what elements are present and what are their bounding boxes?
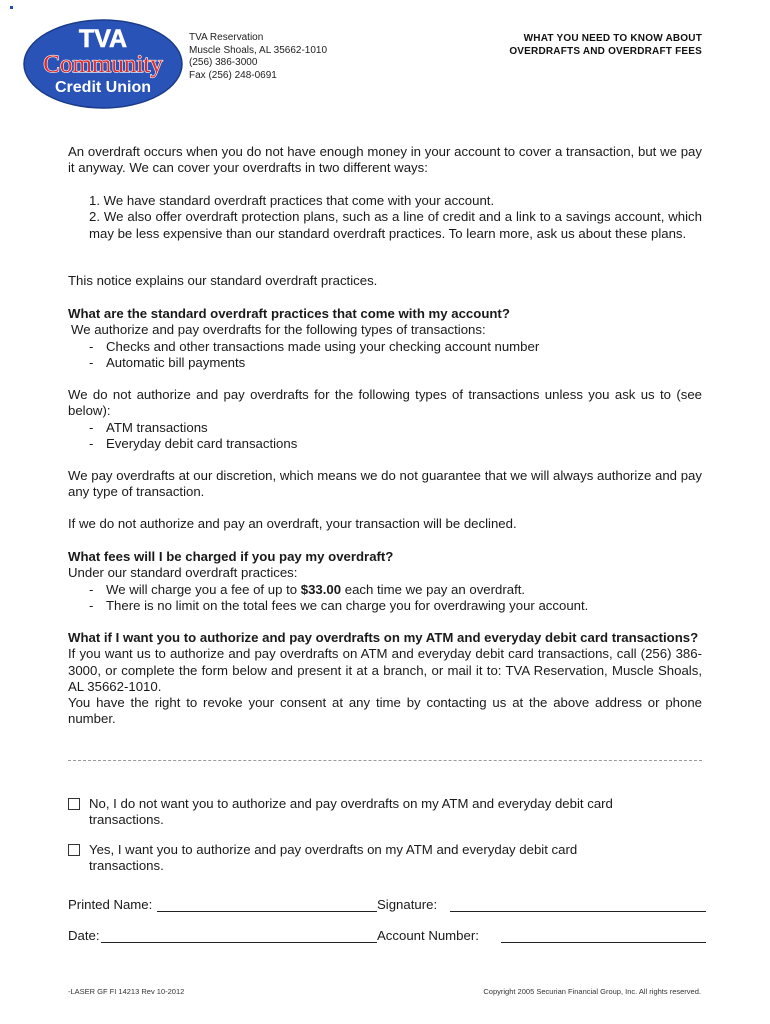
intro-list-item: 2. We also offer overdraft protection plans, such as a line of credit and a link to a savings account, which may be less expensive than our standard overdraft practices. To learn more, ask us about these plans. (89, 209, 702, 241)
signature-label: Signature: (377, 897, 438, 912)
notice-paragraph: This notice explains our standard overdraft practices. (68, 273, 378, 288)
fax-line: Fax (256) 248-0691 (189, 69, 277, 81)
list-item: - Automatic bill payments (89, 354, 246, 370)
intro-list-item: 1. We have standard overdraft practices that come with your account. (89, 193, 495, 208)
section-question: What fees will I be charged if you pay my overdraft? (68, 549, 394, 564)
copyright: Copyright 2005 Securian Financial Group, Inc. All rights reserved. (483, 987, 701, 996)
list-item: - Everyday debit card transactions (89, 435, 298, 451)
logo-middle-text: Community (43, 51, 163, 78)
section-lead: We authorize and pay overdrafts for the following types of transactions: (71, 322, 486, 338)
section-not-authorized (68, 387, 702, 452)
account-number-label: Account Number: (377, 928, 479, 943)
list-item: - There is no limit on the total fees we can charge you for overdrawing your account. (89, 597, 589, 613)
list-item-text: ATM transactions (106, 419, 208, 435)
account-number-field[interactable] (501, 942, 706, 943)
list-item: - ATM transactions (89, 419, 208, 435)
printed-name-field[interactable] (157, 911, 377, 912)
corner-mark (10, 6, 13, 9)
signature-field[interactable] (450, 911, 706, 912)
opt-in-paragraph: If you want us to authorize and pay overdrafts on ATM and everyday debit card transactions, call (256) 386-3000, or complete the form below and present it at a branch, or mail it to: TVA Reservation, Muscle Shoals, AL 35662-1010. (68, 646, 702, 694)
date-field[interactable] (101, 942, 377, 943)
heading-line: OVERDRAFTS AND OVERDRAFT FEES (509, 46, 702, 57)
list-item: - Checks and other transactions made using your checking account number (89, 338, 540, 354)
fee-text: each time we pay an overdraft. (341, 581, 526, 597)
logo-bottom-text: Credit Union (55, 79, 151, 96)
list-item-text: There is no limit on the total fees we can charge you for overdrawing your account. (106, 597, 589, 613)
fee-amount: $33.00 (300, 581, 342, 597)
section-lead: Under our standard overdraft practices: (68, 565, 298, 581)
document-heading (470, 32, 702, 58)
intro-list (68, 193, 702, 242)
option-no-label: No, I do not want you to authorize and pay overdrafts on my ATM and everyday debit card transactions. (89, 796, 613, 828)
intro-paragraph: An overdraft occurs when you do not have enough money in your account to cover a transaction, but we pay it anyway. We can cover your overdrafts in two different ways: (68, 144, 702, 176)
phone-line: (256) 386-3000 (189, 57, 258, 68)
printed-name-label: Printed Name: (68, 897, 153, 912)
no-checkbox[interactable] (68, 798, 80, 810)
list-item-text: Checks and other transactions made using your checking account number (106, 338, 540, 354)
cut-line (68, 760, 702, 761)
section-opt-in (68, 630, 702, 728)
section-lead: We do not authorize and pay overdrafts for the following types of transactions unless you ask us to (see below): (68, 387, 702, 419)
yes-checkbox[interactable] (68, 844, 80, 856)
option-yes-label: Yes, I want you to authorize and pay overdrafts on my ATM and everyday debit card transactions. (89, 842, 578, 874)
heading-line: WHAT YOU NEED TO KNOW ABOUT (523, 33, 702, 44)
fee-text: We will charge you a fee of up to (106, 581, 301, 597)
revoke-paragraph: You have the right to revoke your consent at any time by contacting us at the above address or phone number. (68, 695, 702, 727)
section-question: What if I want you to authorize and pay overdrafts on my ATM and everyday debit card transactions? (68, 630, 699, 645)
form-code: -LASER GF FI 14213 Rev 10-2012 (68, 987, 185, 996)
credit-union-logo (22, 17, 184, 109)
logo-top-text: TVA (78, 25, 128, 53)
list-item-text: Automatic bill payments (106, 354, 246, 370)
list-item-text: Everyday debit card transactions (106, 435, 298, 451)
discretion-paragraph: We pay overdrafts at our discretion, which means we do not guarantee that we will always authorize and pay any type of transaction. (68, 468, 702, 500)
address-line: TVA Reservation (189, 32, 264, 43)
address-line: Muscle Shoals, AL 35662-1010 (189, 44, 328, 56)
declined-paragraph: If we do not authorize and pay an overdraft, your transaction will be declined. (68, 516, 517, 531)
section-question: What are the standard overdraft practices that come with my account? (68, 306, 510, 321)
list-item: - We will charge you a fee of up to $33.00 each time we pay an overdraft. (89, 581, 526, 597)
date-label: Date: (68, 928, 100, 943)
section-fees (68, 549, 702, 614)
section-standard-practices (68, 306, 702, 371)
address-block (189, 32, 327, 82)
